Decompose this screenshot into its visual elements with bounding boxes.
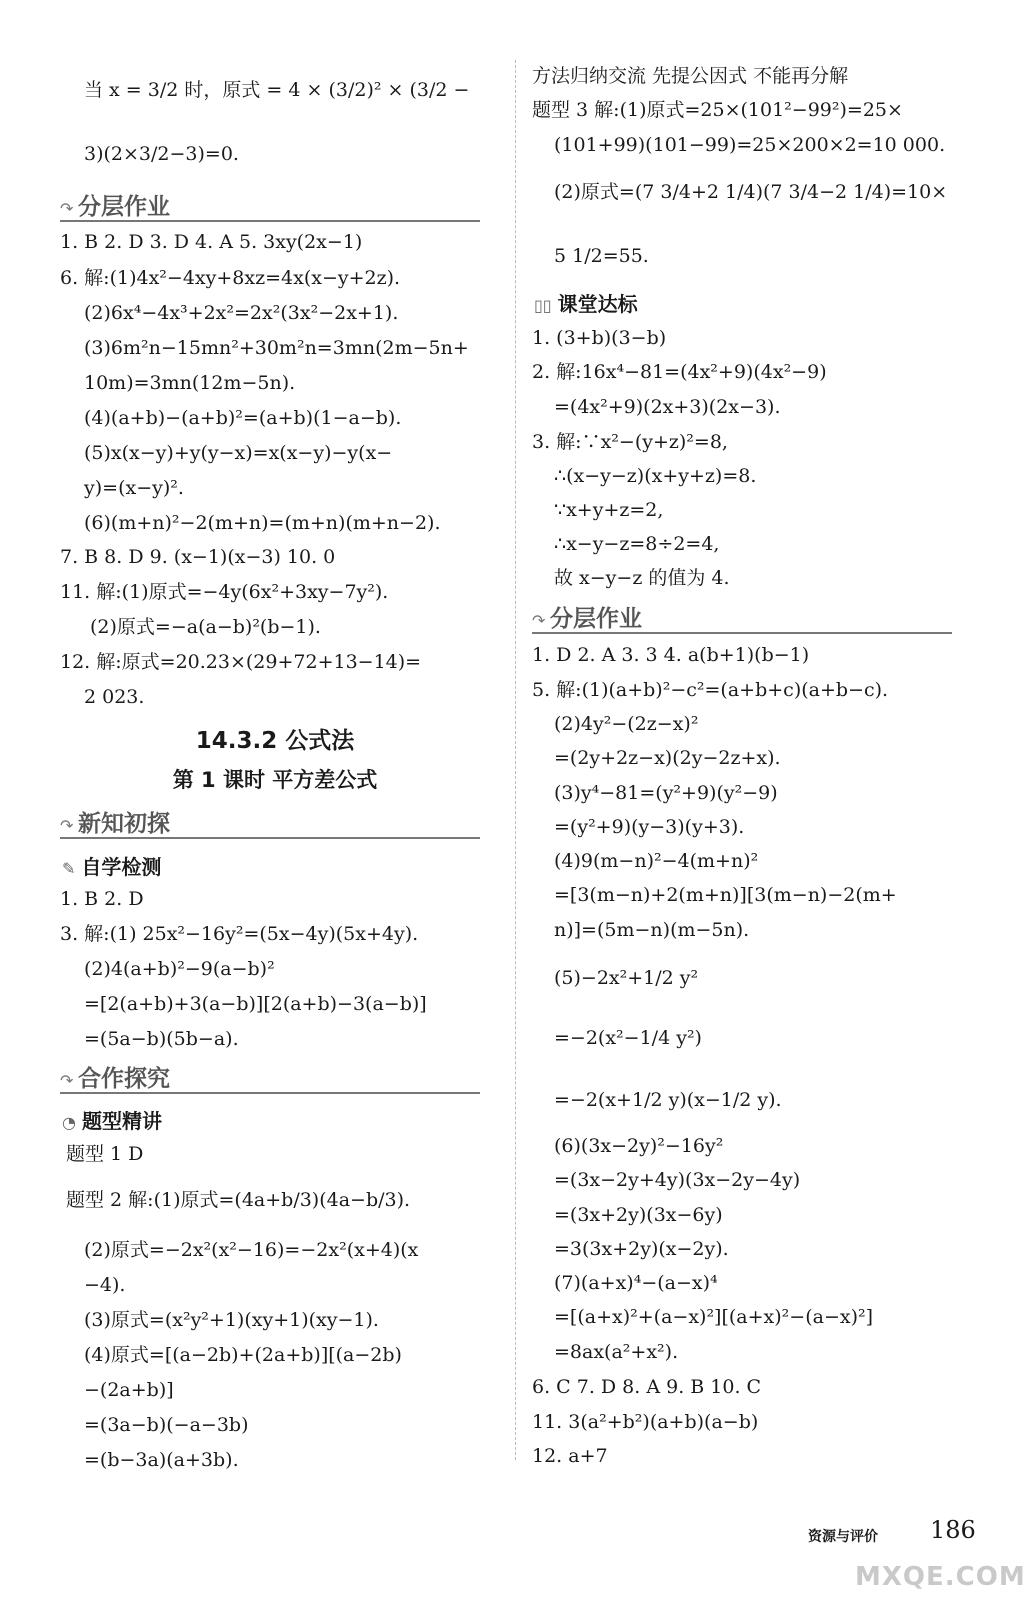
- text-line: (101+99)(101−99)=25×200×2=10 000.: [554, 134, 946, 156]
- publisher-footer: 资源与评价: [808, 1529, 878, 1545]
- text-line: =−2(x+1/2 y)(x−1/2 y).: [554, 1089, 782, 1111]
- text-line: 3. 解:∵x²−(y+z)²=8,: [532, 431, 728, 453]
- text-line: 题型 3 解:(1)原式=25×(101²−99²)=25×: [532, 99, 903, 121]
- text-line: (2)6x⁴−4x³+2x²=2x²(3x²−2x+1).: [84, 302, 399, 324]
- text-line: 3)(2×3/2−3)=0.: [84, 143, 239, 165]
- subsection-heading: [534, 288, 638, 317]
- column-divider: [515, 60, 516, 1460]
- lesson-title: 第 1 课时 平方差公式: [172, 768, 378, 792]
- text-line: ∴x−y−z=8÷2=4,: [554, 533, 720, 555]
- text-line: =(3x+2y)(3x−6y): [554, 1204, 723, 1226]
- text-line: 2. 解:16x⁴−81=(4x²+9)(4x²−9): [532, 361, 827, 383]
- text-line: 方法归纳交流 先提公因式 不能再分解: [532, 65, 849, 87]
- text-line: (6)(m+n)²−2(m+n)=(m+n)(m+n−2).: [84, 512, 441, 534]
- text-line: 题型 1 D: [66, 1143, 144, 1165]
- text-line: =(y²+9)(y−3)(y+3).: [554, 816, 745, 838]
- text-line: (2)原式=(7 3/4+2 1/4)(7 3/4−2 1/4)=10×: [554, 181, 948, 203]
- subsection-heading: [62, 1105, 162, 1134]
- text-line: n)]=(5m−n)(m−5n).: [554, 919, 750, 941]
- text-line: =(3a−b)(−a−3b): [84, 1414, 249, 1436]
- lesson-title: 14.3.2 公式法: [195, 728, 355, 754]
- text-line: =8ax(a²+x²).: [554, 1341, 679, 1363]
- text-line: =[2(a+b)+3(a−b)][2(a+b)−3(a−b)]: [84, 993, 427, 1015]
- subsection-heading-text: 课堂达标: [557, 292, 638, 316]
- text-line: 6. 解:(1)4x²−4xy+8xz=4x(x−y+2z).: [60, 267, 401, 289]
- section-arrow-icon: ↷: [60, 1071, 74, 1090]
- text-line: (2)4(a+b)²−9(a−b)²: [84, 958, 275, 980]
- section-heading-text: 分层作业: [550, 606, 642, 632]
- text-line: 11. 3(a²+b²)(a+b)(a−b): [532, 1411, 759, 1433]
- text-line: 题型 2 解:(1)原式=(4a+b/3)(4a−b/3).: [66, 1189, 411, 1211]
- text-line: 1. B 2. D: [60, 888, 144, 910]
- text-line: 10m)=3mn(12m−5n).: [84, 372, 296, 394]
- text-line: 5 1/2=55.: [554, 245, 649, 267]
- section-heading-text: 分层作业: [78, 194, 170, 220]
- text-line: (3)原式=(x²y²+1)(xy+1)(xy−1).: [84, 1309, 379, 1331]
- text-line: 1. (3+b)(3−b): [532, 327, 667, 349]
- text-line: 当 x = 3/2 时，原式 = 4 × (3/2)² × (3/2 −: [84, 79, 470, 101]
- text-line: (2)原式=−2x²(x²−16)=−2x²(x+4)(x: [84, 1239, 419, 1261]
- text-line: 5. 解:(1)(a+b)²−c²=(a+b+c)(a+b−c).: [532, 679, 889, 701]
- text-line: =[(a+x)²+(a−x)²][(a+x)²−(a−x)²]: [554, 1306, 874, 1328]
- subsection-icon: ▯▯: [534, 296, 552, 315]
- text-line: (5)−2x²+1/2 y²: [554, 967, 699, 989]
- text-line: 1. D 2. A 3. 3 4. a(b+1)(b−1): [532, 644, 810, 666]
- text-line: 1. B 2. D 3. D 4. A 5. 3xy(2x−1): [60, 231, 363, 253]
- section-heading-text: 合作探究: [78, 1066, 170, 1092]
- subsection-heading-text: 自学检测: [81, 855, 162, 879]
- text-line: y)=(x−y)².: [84, 477, 184, 499]
- text-line: (5)x(x−y)+y(y−x)=x(x−y)−y(x−: [84, 442, 393, 464]
- text-line: =−2(x²−1/4 y²): [554, 1027, 702, 1049]
- section-heading: [60, 1060, 170, 1093]
- section-arrow-icon: ↷: [60, 816, 74, 835]
- text-line: 11. 解:(1)原式=−4y(6x²+3xy−7y²).: [60, 581, 389, 603]
- text-line: ∵x+y+z=2,: [554, 499, 664, 521]
- section-heading: [532, 600, 642, 633]
- text-line: (2)原式=−a(a−b)²(b−1).: [90, 616, 321, 638]
- text-line: (2)4y²−(2z−x)²: [554, 713, 699, 735]
- text-line: =(5a−b)(5b−a).: [84, 1028, 239, 1050]
- text-line: (7)(a+x)⁴−(a−x)⁴: [554, 1272, 718, 1294]
- text-line: (4)原式=[(a−2b)+(2a+b)][(a−2b): [84, 1344, 402, 1366]
- text-line: =(4x²+9)(2x+3)(2x−3).: [554, 396, 781, 418]
- text-line: (3)6m²n−15mn²+30m²n=3mn(2m−5n+: [84, 337, 469, 359]
- section-heading: [60, 805, 170, 838]
- text-line: −4).: [84, 1274, 126, 1296]
- section-heading-text: 新知初探: [78, 811, 170, 837]
- section-arrow-icon: ↷: [60, 199, 74, 218]
- page-number: 186: [930, 1516, 976, 1544]
- text-line: 6. C 7. D 8. A 9. B 10. C: [532, 1376, 762, 1398]
- subsection-icon: ◔: [62, 1113, 76, 1132]
- text-line: 12. a+7: [532, 1445, 608, 1467]
- text-line: (4)9(m−n)²−4(m+n)²: [554, 850, 759, 872]
- text-line: 3. 解:(1) 25x²−16y²=(5x−4y)(5x+4y).: [60, 923, 419, 945]
- text-line: =(3x−2y+4y)(3x−2y−4y): [554, 1169, 801, 1191]
- text-line: 故 x−y−z 的值为 4.: [554, 567, 730, 589]
- text-line: =[3(m−n)+2(m+n)][3(m−n)−2(m+: [554, 884, 897, 906]
- watermark: MXQE.COM: [855, 1562, 1026, 1592]
- text-line: (3)y⁴−81=(y²+9)(y²−9): [554, 782, 778, 804]
- text-line: (4)(a+b)−(a+b)²=(a+b)(1−a−b).: [84, 407, 402, 429]
- text-line: 12. 解:原式=20.23×(29+72+13−14)=: [60, 651, 422, 673]
- text-line: =3(3x+2y)(x−2y).: [554, 1238, 729, 1260]
- subsection-icon: ✎: [62, 859, 76, 878]
- section-heading: [60, 188, 170, 221]
- subsection-heading-text: 题型精讲: [81, 1109, 162, 1133]
- text-line: 7. B 8. D 9. (x−1)(x−3) 10. 0: [60, 546, 336, 568]
- section-arrow-icon: ↷: [532, 611, 546, 630]
- text-line: =(2y+2z−x)(2y−2z+x).: [554, 747, 781, 769]
- text-line: 2 023.: [84, 686, 145, 708]
- subsection-heading: [62, 851, 161, 880]
- text-line: =(b−3a)(a+3b).: [84, 1449, 239, 1471]
- text-line: (6)(3x−2y)²−16y²: [554, 1135, 724, 1157]
- text-line: ∴(x−y−z)(x+y+z)=8.: [554, 465, 757, 487]
- text-line: −(2a+b)]: [84, 1379, 174, 1401]
